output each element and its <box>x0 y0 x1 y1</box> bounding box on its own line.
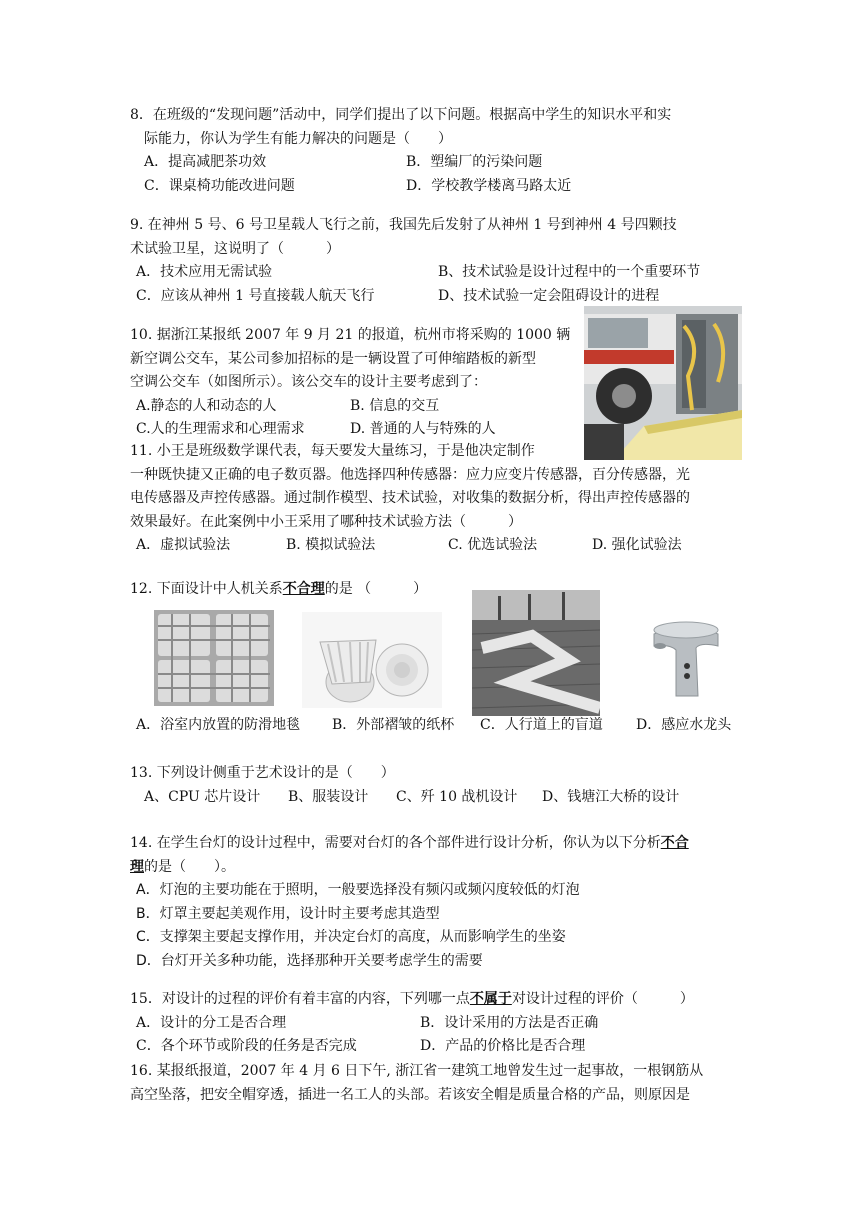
anti-slip-mat-photo <box>154 610 274 706</box>
question-12-option-d: D．感应水龙头 <box>636 717 732 733</box>
question-13-option-c: C、歼 10 战机设计 <box>396 788 518 805</box>
question-13-option-a: A、CPU 芯片设计 <box>144 788 261 805</box>
question-14-option-a: A．灯泡的主要功能在于照明，一般要选择没有频闪或频闪度较低的灯泡 <box>136 882 580 898</box>
question-11-option-c: C. 优选试验法 <box>448 537 538 553</box>
question-14-stem-line1 <box>130 832 734 856</box>
question-11-stem-line4: 效果最好。在此案例中小王采用了哪种技术试验方法（ ） <box>130 513 522 530</box>
question-9-stem-line1: 9. 在神州 5 号、6 号卫星载人飞行之前，我国先后发射了从神州 1 号到神州 4 号四颗技 <box>130 217 677 233</box>
question-15-option-c: C．各个环节或阶段的任务是否完成 <box>136 1038 357 1054</box>
question-14-option-c: C．支撑架主要起支撑作用，并决定台灯的高度，从而影响学生的坐姿 <box>136 929 566 945</box>
question-15-stem-emphasis: 不属于 <box>469 991 512 1007</box>
question-10-stem-line3: 空调公交车（如图所示）。该公交车的设计主要考虑到了： <box>130 374 487 390</box>
question-9-option-a: A．技术应用无需试验 <box>136 264 273 280</box>
question-12-option-b: B．外部褶皱的纸杯 <box>332 717 455 733</box>
question-12-options <box>130 714 734 736</box>
question-15 <box>130 988 734 1059</box>
question-14-stem-prefix: 14. 在学生台灯的设计过程中，需要对台灯的各个部件进行设计分析，你认为以下分析 <box>130 835 661 851</box>
question-10-option-a: A.静态的人和动态的人 <box>136 397 277 414</box>
question-12-stem-suffix: 的是 （ ） <box>324 581 428 597</box>
question-12-stem-prefix: 12. 下面设计中人机关系 <box>130 581 283 597</box>
question-10-stem-line2: 新空调公交车，某公司参加招标的是一辆设置了可伸缩踏板的新型 <box>130 350 536 367</box>
question-13-option-b: B、服装设计 <box>288 788 369 805</box>
question-14-option-b: B．灯罩主要起美观作用，设计时主要考虑其造型 <box>136 905 440 922</box>
question-11 <box>130 440 734 558</box>
question-11-stem-line3: 电传感器及声控传感器。通过制作模型、技术试验，对收集的数据分析，得出声控传感器的 <box>130 490 690 506</box>
question-10-stem-line1: 10. 据浙江某报纸 2007 年 9 月 21 的报道，杭州市将采购的 1000 辆 <box>130 327 571 343</box>
paper-cups-photo <box>302 612 442 708</box>
question-9 <box>130 214 734 308</box>
question-16-stem-line2: 高空坠落，把安全帽穿透，插进一名工人的头部。若该安全帽是质量合格的产品，则原因是 <box>130 1086 690 1103</box>
question-15-stem-suffix: 对设计过程的评价（ ） <box>511 991 694 1007</box>
question-10-option-d: D. 普通的人与特殊的人 <box>350 421 496 437</box>
question-8-stem-line1: 8．在班级的“发现问题”活动中，同学们提出了以下问题。根据高中学生的知识水平和实 <box>130 107 672 123</box>
question-16-stem-line1: 16. 某报纸报道，2007 年 4 月 6 日下午, 浙江省一建筑工地曾发生过一起事故，一根钢筋从 <box>130 1063 704 1079</box>
question-13-option-d: D、钱塘江大桥的设计 <box>542 788 680 805</box>
anti-slip-mat-illustration <box>154 610 274 706</box>
question-16 <box>130 1060 734 1107</box>
question-9-option-c: C．应该从神州 1 号直接载人航天飞行 <box>136 287 375 304</box>
question-10-option-c: C.人的生理需求和心理需求 <box>136 421 305 437</box>
bus-ramp-photo <box>584 306 742 460</box>
question-8-option-d: D．学校教学楼离马路太近 <box>406 177 572 194</box>
tactile-paving-illustration <box>472 590 600 716</box>
question-8-stem-line2: 际能力，你认为学生有能力解决的问题是（ ） <box>144 130 452 147</box>
tactile-paving-photo <box>472 590 600 716</box>
question-11-option-b: B. 模拟试验法 <box>286 537 376 553</box>
question-12 <box>130 578 734 602</box>
question-15-option-a: A．设计的分工是否合理 <box>136 1014 287 1031</box>
question-10 <box>130 324 580 442</box>
question-12-option-c: C．人行道上的盲道 <box>480 717 603 733</box>
question-14-stem-emphasis-2: 理 <box>130 858 144 875</box>
question-13-stem: 13. 下列设计侧重于艺术设计的是（ ） <box>130 765 395 781</box>
question-15-stem <box>130 988 734 1012</box>
question-11-stem-line1: 11. 小王是班级数学课代表，每天要发大量练习，于是他决定制作 <box>130 443 535 459</box>
question-12-stem-emphasis: 不合理 <box>282 581 325 597</box>
question-15-option-d: D．产品的价格比是否合理 <box>420 1038 586 1054</box>
question-13 <box>130 762 734 809</box>
bus-ramp-illustration <box>584 306 742 460</box>
question-15-option-b: B．设计采用的方法是否正确 <box>420 1014 599 1031</box>
question-11-option-d: D. 强化试验法 <box>592 537 682 553</box>
question-9-option-b: B、技术试验是设计过程中的一个重要环节 <box>438 264 701 280</box>
question-15-stem-prefix: 15．对设计的过程的评价有着丰富的内容，下列哪一点 <box>130 991 470 1007</box>
paper-cups-illustration <box>302 612 442 708</box>
question-12-stem <box>130 578 734 602</box>
question-12-option-a: A．浴室内放置的防滑地毯 <box>136 717 301 733</box>
question-14-stem-line2 <box>130 856 734 880</box>
question-8 <box>130 104 734 198</box>
question-11-option-a: A．虚拟试验法 <box>136 537 231 553</box>
question-9-stem-line2: 术试验卫星，这说明了（ ） <box>130 240 340 257</box>
sensor-faucet-photo <box>640 616 732 702</box>
question-14-stem-emphasis-1: 不合 <box>660 835 689 851</box>
question-14 <box>130 832 734 973</box>
question-8-option-a: A．提高减肥茶功效 <box>144 154 267 170</box>
question-14-option-d: D．台灯开关多种功能，选择那种开关要考虑学生的需要 <box>136 952 483 969</box>
question-10-option-b: B. 信息的交互 <box>350 397 440 414</box>
question-8-option-c: C．课桌椅功能改进问题 <box>144 177 295 194</box>
question-11-stem-line2: 一种既快捷又正确的电子数页器。他选择四种传感器：应力应变片传感器，百分传感器，光 <box>130 466 690 483</box>
question-9-option-d: D、技术试验一定会阻碍设计的进程 <box>438 287 660 304</box>
question-8-option-b: B．塑编厂的污染问题 <box>406 154 543 170</box>
sensor-faucet-illustration <box>640 616 732 702</box>
question-14-stem-suffix: 的是（ ）。 <box>144 858 235 875</box>
